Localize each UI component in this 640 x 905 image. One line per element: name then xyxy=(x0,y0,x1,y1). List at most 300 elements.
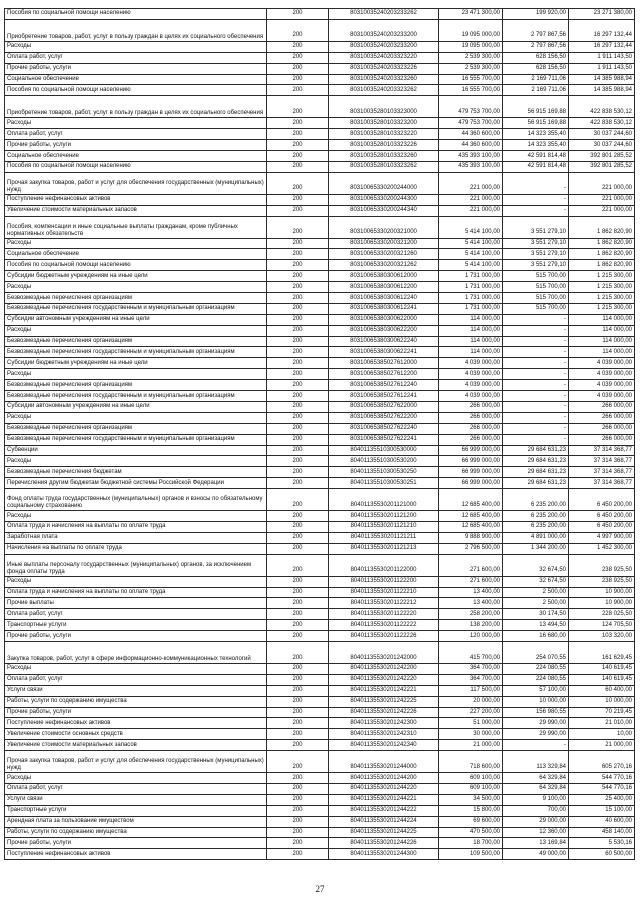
indicator-name-cell: Безвозмездные перечисления государственным и муниципальным организациям xyxy=(5,434,267,445)
approved-appropriations-cell: 117 500,00 xyxy=(439,685,503,696)
table-row xyxy=(5,194,635,205)
table-row xyxy=(5,478,635,489)
line-code-cell: 200 xyxy=(267,205,329,216)
unexecuted-appropriations-cell: 1 911 143,50 xyxy=(569,52,635,63)
budget-classification-code-cell: 80401135530201244221 xyxy=(329,794,439,805)
unexecuted-appropriations-cell: 6 450 200,00 xyxy=(569,489,635,511)
unexecuted-appropriations-cell: 60 500,00 xyxy=(569,849,635,860)
approved-appropriations-cell: 435 393 100,00 xyxy=(439,151,503,162)
budget-classification-code-cell: 80401135530201242200 xyxy=(329,663,439,674)
executed-cell: 3 551 279,10 xyxy=(503,216,569,238)
unexecuted-appropriations-cell: 103 320,00 xyxy=(569,631,635,642)
budget-classification-code-cell: 80401135530201244300 xyxy=(329,849,439,860)
table-row xyxy=(5,205,635,216)
indicator-name-cell: Расходы xyxy=(5,325,267,336)
line-code-cell: 200 xyxy=(267,849,329,860)
budget-classification-code-cell: 80310065330200244340 xyxy=(329,205,439,216)
executed-cell: 2 500,00 xyxy=(503,598,569,609)
line-code-cell: 200 xyxy=(267,391,329,402)
indicator-name-cell: Увеличение стоимости материальных запасов xyxy=(5,205,267,216)
executed-cell: - xyxy=(503,347,569,358)
unexecuted-appropriations-cell: 114 000,00 xyxy=(569,347,635,358)
indicator-name-cell: Увеличение стоимости материальных запасов xyxy=(5,740,267,751)
table-row xyxy=(5,718,635,729)
line-code-cell: 200 xyxy=(267,838,329,849)
table-row xyxy=(5,238,635,249)
budget-classification-code-cell: 80401135530201242310 xyxy=(329,729,439,740)
approved-appropriations-cell: 266 000,00 xyxy=(439,423,503,434)
table-row xyxy=(5,543,635,554)
budget-classification-code-cell: 80310035240203323262 xyxy=(329,85,439,96)
table-row xyxy=(5,783,635,794)
table-body xyxy=(5,9,635,860)
indicator-name-cell: Иные выплаты персоналу государственных (муниципальных) органов, за исключением фонда оплаты труда xyxy=(5,554,267,576)
table-row xyxy=(5,794,635,805)
unexecuted-appropriations-cell: 221 000,00 xyxy=(569,194,635,205)
executed-cell: 29 684 631,23 xyxy=(503,445,569,456)
unexecuted-appropriations-cell: 21 000,00 xyxy=(569,740,635,751)
indicator-name-cell: Начисления на выплаты по оплате труда xyxy=(5,543,267,554)
indicator-name-cell: Расходы xyxy=(5,456,267,467)
budget-classification-code-cell: 80310065385027622241 xyxy=(329,434,439,445)
executed-cell: - xyxy=(503,401,569,412)
table-row xyxy=(5,369,635,380)
unexecuted-appropriations-cell: 4 039 000,00 xyxy=(569,358,635,369)
indicator-name-cell: Транспортные услуги xyxy=(5,620,267,631)
indicator-name-cell: Оплата труда и начисления на выплаты по оплате труда xyxy=(5,587,267,598)
line-code-cell: 200 xyxy=(267,41,329,52)
executed-cell: 29 000,00 xyxy=(503,816,569,827)
indicator-name-cell: Безвозмездные перечисления организациям xyxy=(5,423,267,434)
line-code-cell: 200 xyxy=(267,609,329,620)
budget-classification-code-cell: 80401135530201121200 xyxy=(329,511,439,522)
executed-cell: - xyxy=(503,369,569,380)
table-row xyxy=(5,816,635,827)
indicator-name-cell: Прочие работы, услуги xyxy=(5,631,267,642)
executed-cell: - xyxy=(503,358,569,369)
budget-classification-code-cell: 80310065385027612240 xyxy=(329,380,439,391)
approved-appropriations-cell: 114 000,00 xyxy=(439,325,503,336)
unexecuted-appropriations-cell: 30 037 244,60 xyxy=(569,129,635,140)
table-row xyxy=(5,641,635,663)
line-code-cell: 200 xyxy=(267,140,329,151)
executed-cell: - xyxy=(503,172,569,194)
line-code-cell: 200 xyxy=(267,532,329,543)
table-row xyxy=(5,96,635,118)
line-code-cell: 200 xyxy=(267,293,329,304)
budget-classification-code-cell: 80401135530201122222 xyxy=(329,620,439,631)
indicator-name-cell: Оплата работ, услуг xyxy=(5,783,267,794)
unexecuted-appropriations-cell: 1 452 300,00 xyxy=(569,543,635,554)
indicator-name-cell: Субсидии автономным учреждениям на иные цели xyxy=(5,314,267,325)
budget-classification-code-cell: 80310065385027612000 xyxy=(329,358,439,369)
indicator-name-cell: Пособия, компенсации и иные социальные выплаты гражданам, кроме публичных нормативных обязательств xyxy=(5,216,267,238)
approved-appropriations-cell: 718 600,00 xyxy=(439,751,503,773)
indicator-name-cell: Пособия по социальной помощи населению xyxy=(5,260,267,271)
indicator-name-cell: Прочие выплаты xyxy=(5,598,267,609)
indicator-name-cell: Оплата работ, услуг xyxy=(5,609,267,620)
budget-classification-code-cell: 80310065385027612241 xyxy=(329,391,439,402)
approved-appropriations-cell: 15 800,00 xyxy=(439,805,503,816)
unexecuted-appropriations-cell: 4 997 900,00 xyxy=(569,532,635,543)
indicator-name-cell: Приобретение товаров, работ, услуг в пользу граждан в целях их социального обеспечения xyxy=(5,96,267,118)
table-row xyxy=(5,554,635,576)
approved-appropriations-cell: 1 731 000,00 xyxy=(439,293,503,304)
approved-appropriations-cell: 114 000,00 xyxy=(439,336,503,347)
line-code-cell: 200 xyxy=(267,674,329,685)
budget-classification-code-cell: 80401135530201121213 xyxy=(329,543,439,554)
table-row xyxy=(5,52,635,63)
table-row xyxy=(5,282,635,293)
line-code-cell: 200 xyxy=(267,172,329,194)
unexecuted-appropriations-cell: 1 215 300,00 xyxy=(569,282,635,293)
executed-cell: 30 174,50 xyxy=(503,609,569,620)
approved-appropriations-cell: 9 888 900,00 xyxy=(439,532,503,543)
unexecuted-appropriations-cell: 70 219,45 xyxy=(569,707,635,718)
table-row xyxy=(5,9,635,20)
line-code-cell: 200 xyxy=(267,729,329,740)
line-code-cell: 200 xyxy=(267,151,329,162)
executed-cell: - xyxy=(503,194,569,205)
approved-appropriations-cell: 109 500,00 xyxy=(439,849,503,860)
line-code-cell: 200 xyxy=(267,423,329,434)
table-row xyxy=(5,347,635,358)
executed-cell: 199 920,00 xyxy=(503,9,569,20)
executed-cell: 6 235 200,00 xyxy=(503,511,569,522)
budget-classification-code-cell: 80401135530201244224 xyxy=(329,816,439,827)
indicator-name-cell: Социальное обеспечение xyxy=(5,249,267,260)
unexecuted-appropriations-cell: 266 000,00 xyxy=(569,423,635,434)
budget-classification-code-cell: 80310065380300612200 xyxy=(329,282,439,293)
table-row xyxy=(5,849,635,860)
table-row xyxy=(5,598,635,609)
table-row xyxy=(5,380,635,391)
table-row xyxy=(5,41,635,52)
budget-classification-code-cell: 80401135510300530251 xyxy=(329,478,439,489)
budget-classification-code-cell: 80310065380300622200 xyxy=(329,325,439,336)
budget-classification-code-cell: 80401135530201242221 xyxy=(329,685,439,696)
executed-cell: 6 235 200,00 xyxy=(503,521,569,532)
line-code-cell: 200 xyxy=(267,521,329,532)
executed-cell: 4 891 000,00 xyxy=(503,532,569,543)
budget-classification-code-cell: 80310035240203233200 xyxy=(329,41,439,52)
approved-appropriations-cell: 16 555 700,00 xyxy=(439,74,503,85)
approved-appropriations-cell: 271 600,00 xyxy=(439,554,503,576)
table-row xyxy=(5,85,635,96)
table-row xyxy=(5,674,635,685)
indicator-name-cell: Фонд оплаты труда государственных (муниципальных) органов и взносы по обязательному социальному страхованию xyxy=(5,489,267,511)
approved-appropriations-cell: 66 999 000,00 xyxy=(439,445,503,456)
budget-classification-code-cell: 80401135530201122210 xyxy=(329,587,439,598)
executed-cell: 29 684 631,23 xyxy=(503,456,569,467)
indicator-name-cell: Безвозмездные перечисления бюджетам xyxy=(5,467,267,478)
line-code-cell: 200 xyxy=(267,249,329,260)
table-row xyxy=(5,587,635,598)
line-code-cell: 200 xyxy=(267,85,329,96)
line-code-cell: 200 xyxy=(267,740,329,751)
indicator-name-cell: Расходы xyxy=(5,576,267,587)
budget-classification-code-cell: 80401135530201244225 xyxy=(329,827,439,838)
approved-appropriations-cell: 227 200,00 xyxy=(439,707,503,718)
unexecuted-appropriations-cell: 1 215 300,00 xyxy=(569,293,635,304)
approved-appropriations-cell: 20 000,00 xyxy=(439,696,503,707)
table-row xyxy=(5,336,635,347)
budget-classification-code-cell: 80310035280103323262 xyxy=(329,161,439,172)
approved-appropriations-cell: 1 731 000,00 xyxy=(439,303,503,314)
executed-cell: 49 000,00 xyxy=(503,849,569,860)
unexecuted-appropriations-cell: 6 450 200,00 xyxy=(569,511,635,522)
executed-cell: 156 980,55 xyxy=(503,707,569,718)
indicator-name-cell: Расходы xyxy=(5,238,267,249)
budget-classification-code-cell: 80401135530201122000 xyxy=(329,554,439,576)
unexecuted-appropriations-cell: 544 770,16 xyxy=(569,773,635,784)
line-code-cell: 200 xyxy=(267,74,329,85)
line-code-cell: 200 xyxy=(267,489,329,511)
unexecuted-appropriations-cell: 15 100,00 xyxy=(569,805,635,816)
executed-cell: 10 000,00 xyxy=(503,696,569,707)
indicator-name-cell: Расходы xyxy=(5,511,267,522)
unexecuted-appropriations-cell: 266 000,00 xyxy=(569,412,635,423)
executed-cell: 42 591 814,48 xyxy=(503,161,569,172)
unexecuted-appropriations-cell: 10,00 xyxy=(569,729,635,740)
line-code-cell: 200 xyxy=(267,794,329,805)
indicator-name-cell: Социальное обеспечение xyxy=(5,74,267,85)
table-row xyxy=(5,391,635,402)
line-code-cell: 200 xyxy=(267,641,329,663)
line-code-cell: 200 xyxy=(267,554,329,576)
table-row xyxy=(5,412,635,423)
indicator-name-cell: Безвозмездные перечисления государственным и муниципальным организациям xyxy=(5,347,267,358)
budget-classification-code-cell: 80310065385027612200 xyxy=(329,369,439,380)
indicator-name-cell: Безвозмездные перечисления государственным и муниципальным организациям xyxy=(5,391,267,402)
approved-appropriations-cell: 44 360 600,00 xyxy=(439,140,503,151)
indicator-name-cell: Приобретение товаров, работ, услуг в пользу граждан в целях их социального обеспечения xyxy=(5,19,267,41)
table-row xyxy=(5,358,635,369)
executed-cell: 3 551 279,10 xyxy=(503,249,569,260)
budget-classification-code-cell: 80401135530201122212 xyxy=(329,598,439,609)
line-code-cell: 200 xyxy=(267,685,329,696)
budget-classification-code-cell: 80401135530201121000 xyxy=(329,489,439,511)
line-code-cell: 200 xyxy=(267,325,329,336)
unexecuted-appropriations-cell: 114 000,00 xyxy=(569,325,635,336)
table-row xyxy=(5,445,635,456)
executed-cell: - xyxy=(503,412,569,423)
budget-classification-code-cell: 80310035240203233200 xyxy=(329,19,439,41)
approved-appropriations-cell: 221 000,00 xyxy=(439,205,503,216)
indicator-name-cell: Прочая закупка товаров, работ и услуг для обеспечения государственных (муниципальных) нужд xyxy=(5,172,267,194)
table-row xyxy=(5,216,635,238)
table-row xyxy=(5,805,635,816)
budget-classification-code-cell: 80310065330200321200 xyxy=(329,238,439,249)
line-code-cell: 200 xyxy=(267,805,329,816)
approved-appropriations-cell: 19 095 000,00 xyxy=(439,41,503,52)
table-row xyxy=(5,696,635,707)
unexecuted-appropriations-cell: 114 000,00 xyxy=(569,314,635,325)
indicator-name-cell: Оплата работ, услуг xyxy=(5,674,267,685)
unexecuted-appropriations-cell: 10 000,00 xyxy=(569,696,635,707)
executed-cell: 13 169,84 xyxy=(503,838,569,849)
line-code-cell: 200 xyxy=(267,63,329,74)
executed-cell: - xyxy=(503,314,569,325)
indicator-name-cell: Оплата работ, услуг xyxy=(5,129,267,140)
line-code-cell: 200 xyxy=(267,303,329,314)
budget-classification-code-cell: 80310035240203323260 xyxy=(329,74,439,85)
unexecuted-appropriations-cell: 4 039 000,00 xyxy=(569,369,635,380)
approved-appropriations-cell: 2 796 500,00 xyxy=(439,543,503,554)
line-code-cell: 200 xyxy=(267,696,329,707)
executed-cell: 113 329,84 xyxy=(503,751,569,773)
approved-appropriations-cell: 435 393 100,00 xyxy=(439,161,503,172)
executed-cell: 42 591 814,48 xyxy=(503,151,569,162)
approved-appropriations-cell: 138 200,00 xyxy=(439,620,503,631)
table-row xyxy=(5,467,635,478)
budget-classification-code-cell: 80401135510300530000 xyxy=(329,445,439,456)
executed-cell: - xyxy=(503,336,569,347)
unexecuted-appropriations-cell: 1 215 300,00 xyxy=(569,271,635,282)
line-code-cell: 200 xyxy=(267,718,329,729)
line-code-cell: 200 xyxy=(267,576,329,587)
line-code-cell: 200 xyxy=(267,456,329,467)
indicator-name-cell: Расходы xyxy=(5,663,267,674)
budget-classification-code-cell: 80401135530201244200 xyxy=(329,773,439,784)
unexecuted-appropriations-cell: 422 838 530,12 xyxy=(569,96,635,118)
line-code-cell: 200 xyxy=(267,467,329,478)
unexecuted-appropriations-cell: 266 000,00 xyxy=(569,434,635,445)
table-row xyxy=(5,609,635,620)
indicator-name-cell: Прочие работы, услуги xyxy=(5,838,267,849)
indicator-name-cell: Прочие работы, услуги xyxy=(5,63,267,74)
line-code-cell: 200 xyxy=(267,336,329,347)
approved-appropriations-cell: 221 000,00 xyxy=(439,172,503,194)
unexecuted-appropriations-cell: 16 297 132,44 xyxy=(569,19,635,41)
line-code-cell: 200 xyxy=(267,543,329,554)
unexecuted-appropriations-cell: 16 297 132,44 xyxy=(569,41,635,52)
executed-cell: 515 700,00 xyxy=(503,271,569,282)
table-row xyxy=(5,521,635,532)
indicator-name-cell: Расходы xyxy=(5,412,267,423)
line-code-cell: 200 xyxy=(267,631,329,642)
table-row xyxy=(5,401,635,412)
executed-cell: 14 323 355,40 xyxy=(503,140,569,151)
unexecuted-appropriations-cell: 4 039 000,00 xyxy=(569,380,635,391)
table-row xyxy=(5,631,635,642)
budget-classification-code-cell: 80310065380300612241 xyxy=(329,303,439,314)
line-code-cell: 200 xyxy=(267,773,329,784)
executed-cell: 56 915 169,88 xyxy=(503,118,569,129)
executed-cell: - xyxy=(503,380,569,391)
unexecuted-appropriations-cell: 21 010,00 xyxy=(569,718,635,729)
line-code-cell: 200 xyxy=(267,19,329,41)
line-code-cell: 200 xyxy=(267,434,329,445)
line-code-cell: 200 xyxy=(267,827,329,838)
line-code-cell: 200 xyxy=(267,358,329,369)
unexecuted-appropriations-cell: 392 801 285,52 xyxy=(569,161,635,172)
budget-classification-code-cell: 80401135530201242340 xyxy=(329,740,439,751)
executed-cell: - xyxy=(503,325,569,336)
approved-appropriations-cell: 609 100,00 xyxy=(439,783,503,794)
table-row xyxy=(5,249,635,260)
approved-appropriations-cell: 44 360 600,00 xyxy=(439,129,503,140)
unexecuted-appropriations-cell: 1 215 300,00 xyxy=(569,303,635,314)
approved-appropriations-cell: 470 500,00 xyxy=(439,827,503,838)
executed-cell: 56 915 169,88 xyxy=(503,96,569,118)
indicator-name-cell: Поступление нефинансовых активов xyxy=(5,718,267,729)
approved-appropriations-cell: 69 600,00 xyxy=(439,816,503,827)
approved-appropriations-cell: 5 414 100,00 xyxy=(439,216,503,238)
table-row xyxy=(5,129,635,140)
unexecuted-appropriations-cell: 14 385 988,94 xyxy=(569,74,635,85)
indicator-name-cell: Безвозмездные перечисления государственным и муниципальным организациям xyxy=(5,303,267,314)
budget-classification-code-cell: 80310035240203323226 xyxy=(329,63,439,74)
table-row xyxy=(5,161,635,172)
budget-classification-code-cell: 80310065380300622000 xyxy=(329,314,439,325)
budget-classification-code-cell: 80310035280103323200 xyxy=(329,118,439,129)
approved-appropriations-cell: 415 700,00 xyxy=(439,641,503,663)
approved-appropriations-cell: 364 700,00 xyxy=(439,663,503,674)
unexecuted-appropriations-cell: 1 911 143,50 xyxy=(569,63,635,74)
approved-appropriations-cell: 258 200,00 xyxy=(439,609,503,620)
budget-classification-code-cell: 80310065385027622000 xyxy=(329,401,439,412)
indicator-name-cell: Безвозмездные перечисления организациям xyxy=(5,380,267,391)
indicator-name-cell: Заработная плата xyxy=(5,532,267,543)
approved-appropriations-cell: 13 400,00 xyxy=(439,598,503,609)
table-row xyxy=(5,489,635,511)
table-row xyxy=(5,260,635,271)
executed-cell: - xyxy=(503,740,569,751)
budget-classification-code-cell: 80401135530201242225 xyxy=(329,696,439,707)
executed-cell: 29 684 631,23 xyxy=(503,467,569,478)
budget-classification-code-cell: 80310065330200321000 xyxy=(329,216,439,238)
executed-cell: 16 680,00 xyxy=(503,631,569,642)
table-row xyxy=(5,423,635,434)
budget-classification-code-cell: 80310035280103323000 xyxy=(329,96,439,118)
approved-appropriations-cell: 1 731 000,00 xyxy=(439,271,503,282)
approved-appropriations-cell: 30 000,00 xyxy=(439,729,503,740)
line-code-cell: 200 xyxy=(267,369,329,380)
approved-appropriations-cell: 5 414 100,00 xyxy=(439,260,503,271)
line-code-cell: 200 xyxy=(267,598,329,609)
line-code-cell: 200 xyxy=(267,260,329,271)
indicator-name-cell: Арендная плата за пользование имуществом xyxy=(5,816,267,827)
unexecuted-appropriations-cell: 544 770,16 xyxy=(569,783,635,794)
indicator-name-cell: Транспортные услуги xyxy=(5,805,267,816)
approved-appropriations-cell: 18 700,00 xyxy=(439,838,503,849)
table-row xyxy=(5,740,635,751)
approved-appropriations-cell: 364 700,00 xyxy=(439,674,503,685)
unexecuted-appropriations-cell: 458 140,00 xyxy=(569,827,635,838)
line-code-cell: 200 xyxy=(267,380,329,391)
approved-appropriations-cell: 479 753 700,00 xyxy=(439,96,503,118)
line-code-cell: 200 xyxy=(267,707,329,718)
line-code-cell: 200 xyxy=(267,620,329,631)
table-row xyxy=(5,140,635,151)
line-code-cell: 200 xyxy=(267,271,329,282)
table-row xyxy=(5,172,635,194)
executed-cell: 6 235 200,00 xyxy=(503,489,569,511)
indicator-name-cell: Услуги связи xyxy=(5,794,267,805)
approved-appropriations-cell: 221 000,00 xyxy=(439,194,503,205)
line-code-cell: 200 xyxy=(267,751,329,773)
budget-classification-code-cell: 80310065330200321260 xyxy=(329,249,439,260)
approved-appropriations-cell: 66 999 000,00 xyxy=(439,478,503,489)
table-row xyxy=(5,751,635,773)
budget-classification-code-cell: 80310065380300622241 xyxy=(329,347,439,358)
indicator-name-cell: Субсидии бюджетным учреждениям на иные цели xyxy=(5,271,267,282)
indicator-name-cell: Поступление нефинансовых активов xyxy=(5,849,267,860)
line-code-cell: 200 xyxy=(267,478,329,489)
table-row xyxy=(5,325,635,336)
indicator-name-cell: Услуги связи xyxy=(5,685,267,696)
